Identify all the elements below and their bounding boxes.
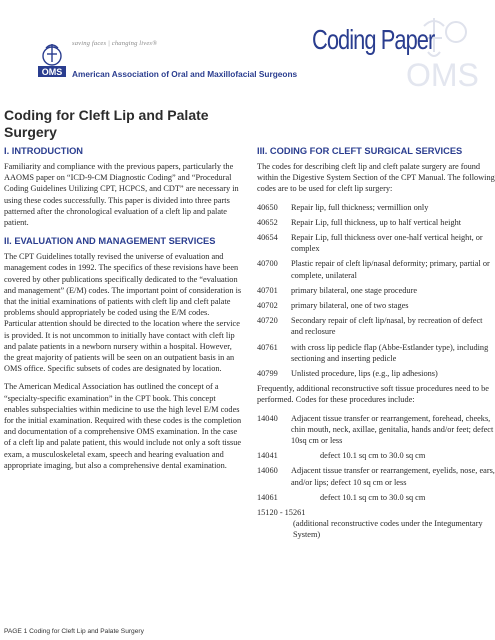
page-title: Coding for Cleft Lip and Palate Surgery bbox=[4, 107, 209, 140]
surgical-intro-paragraph: The codes for describing cleft lip and cleft palate surgery are found within the Digestive System Section of the CPT Manual. The following codes are to be used for cleft lip surgery: bbox=[257, 162, 495, 194]
soft-tissue-intro-paragraph: Frequently, additional reconstructive soft tissue procedures need to be performed. Codes for these procedures include: bbox=[257, 384, 489, 405]
code-description: with cross lip pedicle flap (Abbe-Estlander type), including sectioning and inserting pedicle bbox=[291, 342, 489, 363]
code-description: Repair Lip, full thickness over one-half vertical height, or complex bbox=[291, 233, 483, 254]
code-description: Secondary repair of cleft lip/nasal, by recreation of defect and reclosure bbox=[291, 316, 483, 337]
code-number: 40720 bbox=[257, 316, 278, 326]
code-row-range bbox=[257, 507, 495, 541]
code-row bbox=[257, 450, 495, 461]
right-column bbox=[257, 145, 495, 545]
code-number: 40799 bbox=[257, 369, 278, 379]
code-number: 40701 bbox=[257, 285, 278, 295]
evaluation-paragraph-1: The CPT Guidelines totally revised the universe of evaluation and management codes in 1992. The specifics of these revisions have been covered by other publications specifically dedicated to the “evaluation and management” (E/M) codes. The important point of consideration is that the initial examinations of patients with cleft lip and cleft palate problems should appropriately be coded using the E/M codes. Particular attention should be directed to the location where the service is provided. It is not uncommon to initially have contact with cleft lip and palate patients in a newborn nursery within a hospital. However, the great majority of patients will be seen on an outpatient basis in an OMS office. Specific subsets of codes are designated by location. bbox=[4, 252, 242, 374]
code-row bbox=[257, 258, 495, 280]
code-number: 14040 bbox=[257, 413, 278, 423]
code-row bbox=[257, 202, 495, 213]
code-number: 40700 bbox=[257, 259, 278, 269]
watermark-text: OMS bbox=[406, 57, 479, 92]
code-number: 14060 bbox=[257, 466, 278, 476]
code-description: Adjacent tissue transfer or rearrangement, forehead, cheeks, chin mouth, neck, axillae, genitalia, hands and/or feet; defect 10sq cm or less bbox=[291, 413, 494, 446]
code-description: Repair Lip, full thickness, up to half vertical height bbox=[291, 217, 462, 227]
evaluation-paragraph-2: The American Medical Association has outlined the concept of a “specialty-specific examination” in the CPT book. This concept enables subspecialties within medicine to use the high level E/M codes for the initial examination. Required with these codes is the completion and documentation of a comprehensive OMS examination. In the case of a cleft lip and palate patient, this would include not only a soft tissue exam, a musculoskeletal exam, speech and hearing evaluation and appropriate imaging, but also a comprehensive dental examination. bbox=[4, 382, 242, 470]
code-description: defect 10.1 sq cm to 30.0 sq cm bbox=[320, 492, 426, 502]
soft-tissue-code-list bbox=[257, 413, 495, 541]
code-description: Repair lip, full thickness; vermillion only bbox=[291, 202, 429, 212]
page-footer: PAGE 1 Coding for Cleft Lip and Palate Surgery bbox=[4, 628, 144, 635]
code-range: 15120 - 15261 bbox=[257, 508, 306, 518]
section-heading-surgical: III. CODING FOR CLEFT SURGICAL SERVICES bbox=[257, 146, 463, 156]
code-row bbox=[257, 368, 495, 379]
code-row bbox=[257, 413, 495, 447]
lip-code-list bbox=[257, 202, 495, 380]
code-number: 40650 bbox=[257, 202, 278, 212]
code-number: 14061 bbox=[257, 492, 278, 502]
code-range-description: (additional reconstructive codes under the Integumentary System) bbox=[293, 519, 483, 540]
code-number: 40652 bbox=[257, 217, 278, 227]
code-number: 14041 bbox=[257, 451, 278, 461]
tagline: saving faces | changing lives® bbox=[72, 40, 158, 47]
code-row bbox=[257, 465, 495, 487]
code-row bbox=[257, 315, 495, 337]
code-description: Adjacent tissue transfer or rearrangement, eyelids, nose, ears, and/or lips; defect 10 sq cm or less bbox=[291, 466, 495, 487]
code-description: primary bilateral, one stage procedure bbox=[291, 285, 418, 295]
code-description: defect 10.1 sq cm to 30.0 sq cm bbox=[320, 451, 426, 461]
code-row bbox=[257, 285, 495, 296]
code-number: 40654 bbox=[257, 233, 278, 243]
logo-text: OMS bbox=[41, 67, 63, 77]
code-description: primary bilateral, one of two stages bbox=[291, 301, 409, 311]
code-number: 40702 bbox=[257, 301, 278, 311]
aaoms-logo bbox=[37, 42, 67, 78]
code-row bbox=[257, 300, 495, 311]
code-row bbox=[257, 492, 495, 503]
section-heading-introduction: I. INTRODUCTION bbox=[4, 146, 84, 156]
code-number: 40761 bbox=[257, 342, 278, 352]
organization-name: American Association of Oral and Maxillofacial Surgeons bbox=[72, 69, 298, 79]
masthead-title: Coding Paper bbox=[312, 24, 435, 55]
section-heading-evaluation: II. EVALUATION AND MANAGEMENT SERVICES bbox=[4, 236, 216, 247]
code-row bbox=[257, 217, 495, 228]
intro-paragraph: Familiarity and compliance with the previous papers, particularly the AAOMS paper on “ICD-9-CM Diagnostic Coding” and “Procedural Coding Guidelines Utilizing CPT, HCPCS, and CDT” are necessary in using these codes successfully. This paper is divided into three parts patterned after the chronological evaluation of a cleft lip and palate patient. bbox=[4, 162, 239, 228]
code-description: Unlisted procedure, lips (e.g., lip adhesions) bbox=[291, 369, 438, 379]
left-column bbox=[4, 145, 242, 478]
code-row bbox=[257, 342, 495, 364]
code-row bbox=[257, 232, 495, 254]
code-description: Plastic repair of cleft lip/nasal deformity; primary, partial or complete, unilateral bbox=[291, 259, 490, 280]
